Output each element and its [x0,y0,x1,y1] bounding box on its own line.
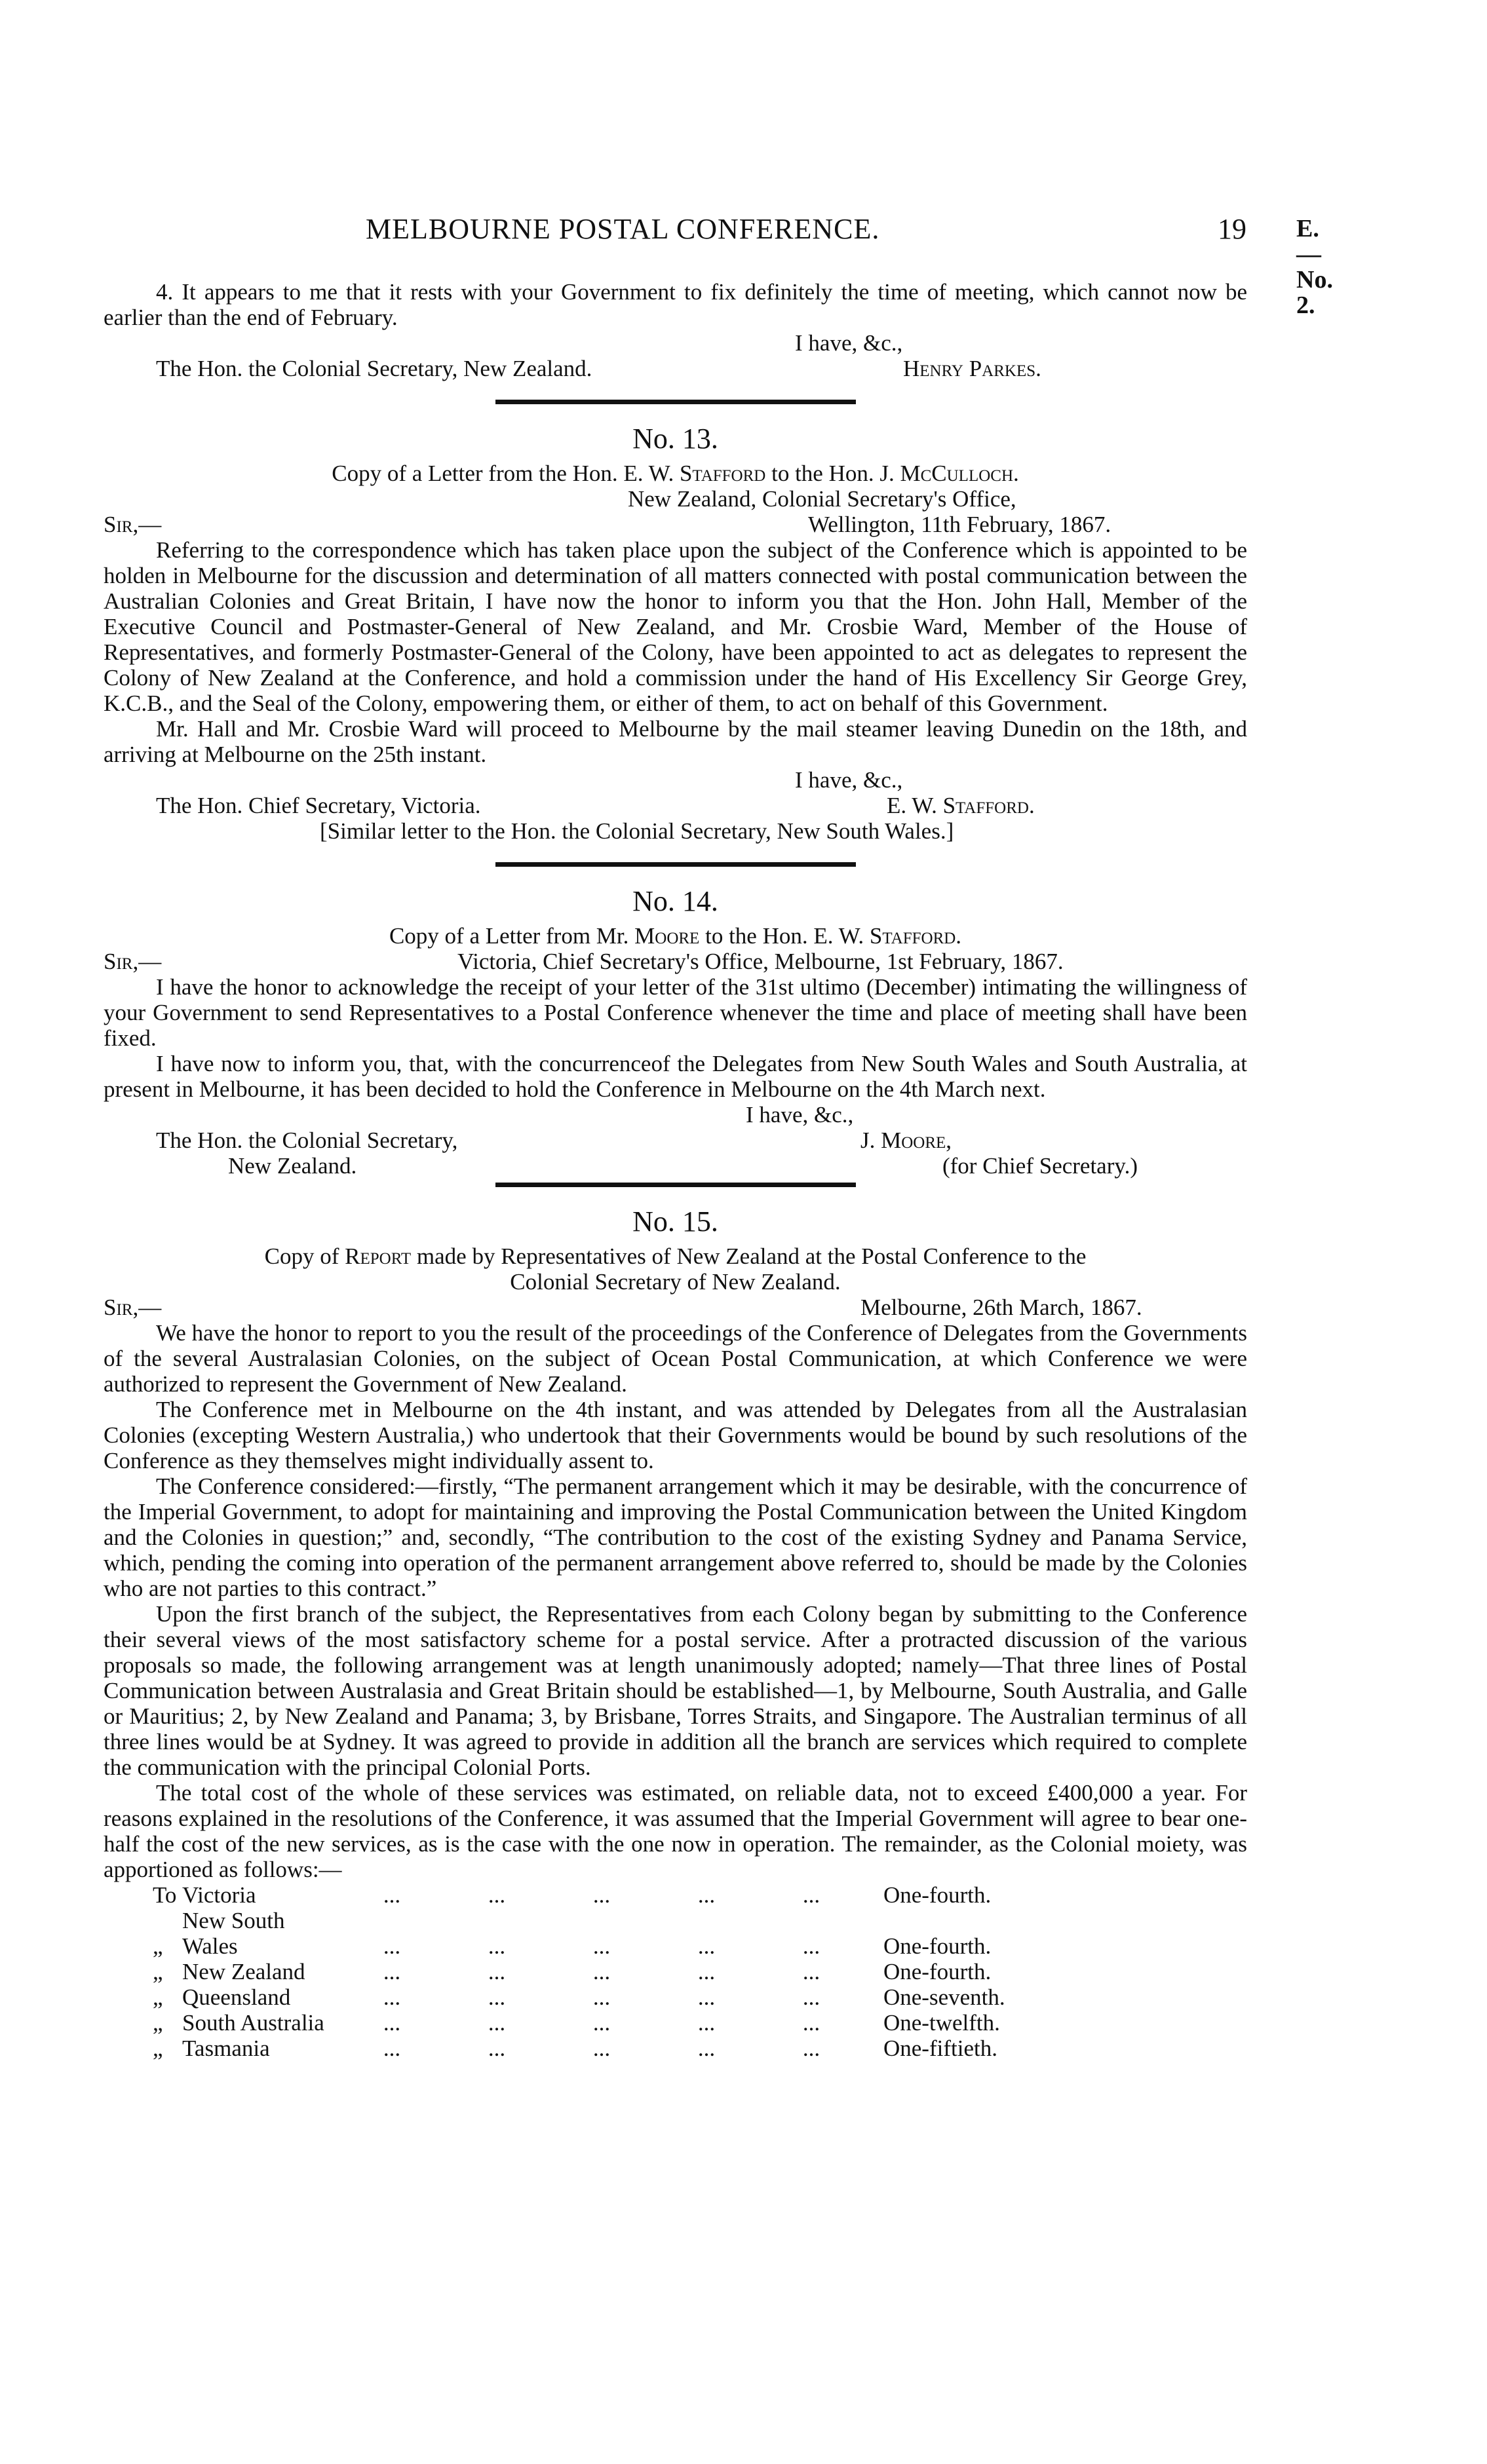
subtitle-text: Copy of a Letter from the Hon. E. W. [332,461,674,486]
leader-dots: ... [488,2036,506,2061]
addressee: The Hon. the Colonial Secretary, New Zealand. [156,356,592,381]
apportionment-row [153,1959,1005,1984]
leader-dots: ... [802,1959,821,1984]
leader-dots: ... [802,2036,821,2061]
page-number: 19 [1218,213,1246,245]
paragraph: I have the honor to acknowledge the receipt of your letter of the 31st ultimo (December) intimating the willingness of your Government to send Representatives to a Postal Conference whenever the time and place of meeting shall have been fixed. [104,974,1247,1051]
section-subtitle [104,461,1247,486]
subtitle-text: Copy of [264,1243,339,1269]
section-heading: No. 14. [632,885,718,917]
leader-dots: ... [697,1959,716,1984]
leader-dots: ... [802,1882,821,1908]
letter-date: Melbourne, 26th March, 1867. [860,1295,1142,1320]
subtitle-text: Copy of a Letter from Mr. [389,923,629,949]
colony-name: Tasmania [182,2036,270,2061]
paragraph: 4. It appears to me that it rests with your Government to fix definitely the time of meeting, which cannot now be earlier than the end of February. [104,279,1247,330]
office-line: New Zealand, Colonial Secretary's Office, [628,486,1016,512]
letter-date: Victoria, Chief Secretary's Office, Melbourne, 1st February, 1867. [457,949,1064,974]
addressee: The Hon. the Colonial Secretary, [156,1128,458,1153]
share-value: One-fourth. [883,1882,992,1908]
subtitle-name: Moore [634,923,700,949]
leader-dots: ... [383,2010,401,2036]
section-divider [495,862,856,867]
colony-name: New South Wales [182,1908,285,1959]
section-divider [495,400,856,404]
subtitle-name: Stafford. [869,923,962,949]
leader-dots: ... [697,2010,716,2036]
addressee-line-2: New Zealand. [228,1153,357,1179]
leader-dots: ... [488,1882,506,1908]
ditto-prefix: „ [153,1959,163,1984]
share-value: One-seventh. [883,1984,1005,2010]
subtitle-text: to the Hon. J. [771,461,895,486]
signature: E. W. Stafford. [887,793,1035,818]
colony-name: South Australia [182,2010,324,2036]
subtitle-name: Stafford [679,461,766,486]
paragraph: The Conference considered:—firstly, “The permanent arrangement which it may be desirable, with the concurrence of the Imperial Government, to adopt for maintaining and improving the Postal Communication between the United Kingdom and the Colonies in question;” and, secondly, “The contribution to the cost of the existing Sydney and Panama Service, which, pending the coming into operation of the permanent arrangement above referred to, should be made by the Colonies who are not parties to this contract.” [104,1473,1247,1601]
leader-dots: ... [592,1933,611,1959]
salutation: Sir,— [104,1295,162,1320]
leader-dots: ... [383,1984,401,2010]
subtitle-name: McCulloch. [900,461,1019,486]
subtitle-name: Report [345,1243,412,1269]
ditto-prefix: „ [153,1984,163,2010]
leader-dots: ... [592,1882,611,1908]
apportionment-row [153,1908,1005,1959]
leader-dots: ... [802,1933,821,1959]
leader-dots: ... [488,1959,506,1984]
leader-dots: ... [697,1984,716,2010]
leader-dots: ... [802,2010,821,2036]
ditto-prefix: „ [153,1933,163,1959]
section-subtitle [104,1243,1247,1269]
leader-dots: ... [592,1959,611,1984]
paragraph: The total cost of the whole of these services was estimated, on reliable data, not to exceed £400,000 a year. For reasons explained in the resolutions of the Conference, it was assumed that the Imperial Government will agree to bear one-half the cost of the new services, as is the case with the one now in operation. The remainder, as the Colonial moiety, was apportioned as follows:— [104,1780,1247,1882]
closing: I have, &c., [746,1102,854,1128]
apportionment-row [153,1882,1005,1908]
editorial-note: [Similar letter to the Hon. the Colonial Secretary, New South Wales.] [320,818,954,844]
section-divider [495,1183,856,1187]
leader-dots: ... [383,1959,401,1984]
leader-dots: ... [488,2010,506,2036]
apportionment-row [153,1984,1005,2010]
section-subtitle-line-2: Colonial Secretary of New Zealand. [510,1269,841,1295]
leader-dots: ... [592,2010,611,2036]
leader-dots: ... [383,2036,401,2061]
document-reference: E.—No. 2. [1296,215,1333,319]
colony-name: Victoria [182,1882,256,1908]
paragraph: We have the honor to report to you the result of the proceedings of the Conference of Delegates from the Governments of the several Australasian Colonies, on the subject of Ocean Postal Communication, at which Conference we were authorized to represent the Government of New Zealand. [104,1320,1247,1397]
leader-dots: ... [488,1933,506,1959]
ditto-prefix: To [153,1882,177,1908]
document-page [104,213,1333,2061]
signature: J. Moore, [860,1128,952,1153]
letter-date: Wellington, 11th February, 1867. [808,512,1111,537]
section-subtitle [104,923,1247,949]
signature: Henry Parkes. [903,356,1041,381]
leader-dots: ... [697,1933,716,1959]
share-value: One-fourth. [883,1933,992,1959]
paragraph: I have now to inform you, that, with the concurrenceof the Delegates from New South Wales and South Australia, at present in Melbourne, it has been decided to hold the Conference in Melbourne on the 4th March next. [104,1051,1247,1102]
running-title: MELBOURNE POSTAL CONFERENCE. [366,213,880,245]
section-heading: No. 13. [632,423,718,455]
share-value: One-twelfth. [883,2010,1000,2036]
leader-dots: ... [592,2036,611,2061]
apportionment-row [153,2010,1005,2036]
leader-dots: ... [592,1984,611,2010]
apportionment-table [153,1882,1005,2061]
ditto-prefix: „ [153,2010,163,2036]
apportionment-row [153,2036,1005,2061]
closing: I have, &c., [795,767,903,793]
paragraph: Upon the first branch of the subject, the Representatives from each Colony began by submitting to the Conference their several views of the most satisfactory scheme for a postal service. After a protracted discussion of the various proposals so made, the following arrangement was at length unanimously adopted; namely—That three lines of Postal Communication between Australasia and Great Britain should be established—1, by Melbourne, South Australia, and Galle or Mauritius; 2, by New Zealand and Panama; 3, by Brisbane, Torres Straits, and Singapore. The Australian terminus of all three lines would be at Sydney. It was agreed to provide in addition all the branch are services which required to complete the communication with the principal Colonial Ports. [104,1601,1247,1780]
paragraph: The Conference met in Melbourne on the 4th instant, and was attended by Delegates from all the Australasian Colonies (excepting Western Australia,) who undertook that their Governments would be bound by such resolutions of the Conference as they themselves might individually assent to. [104,1397,1247,1473]
leader-dots: ... [802,1984,821,2010]
paragraph: Mr. Hall and Mr. Crosbie Ward will proceed to Melbourne by the mail steamer leaving Dunedin on the 18th, and arriving at Melbourne on the 25th instant. [104,716,1247,767]
section-heading: No. 15. [632,1205,718,1238]
salutation: Sir,— [104,512,162,537]
closing: I have, &c., [795,330,903,356]
share-value: One-fourth. [883,1959,992,1984]
ditto-prefix: „ [153,2036,163,2061]
leader-dots: ... [697,1882,716,1908]
colony-name: Queensland [182,1984,291,2010]
leader-dots: ... [383,1882,401,1908]
colony-name: New Zealand [182,1959,305,1984]
leader-dots: ... [697,2036,716,2061]
leader-dots: ... [488,1984,506,2010]
leader-dots: ... [383,1933,401,1959]
subtitle-text: made by Representatives of New Zealand at the Postal Conference to the [416,1243,1087,1269]
share-value: One-fiftieth. [883,2036,997,2061]
salutation: Sir,— [104,949,162,974]
addressee: The Hon. Chief Secretary, Victoria. [156,793,481,818]
subtitle-text: to the Hon. E. W. [705,923,864,949]
paragraph: Referring to the correspondence which has taken place upon the subject of the Conference which is appointed to be holden in Melbourne for the discussion and determination of all matters connected with postal communication between the Australian Colonies and Great Britain, I have now the honor to inform you that the Hon. John Hall, Member of the Executive Council and Postmaster-General of New Zealand, and Mr. Crosbie Ward, Member of the House of Representatives, and formerly Postmaster-General of the Colony, have been appointed to act as delegates to represent the Colony of New Zealand at the Conference, and hold a commission under the hand of His Excellency Sir George Grey, K.C.B., and the Seal of the Colony, empowering them, or either of them, to act on behalf of this Government. [104,537,1247,716]
signature-note: (for Chief Secretary.) [942,1153,1138,1179]
